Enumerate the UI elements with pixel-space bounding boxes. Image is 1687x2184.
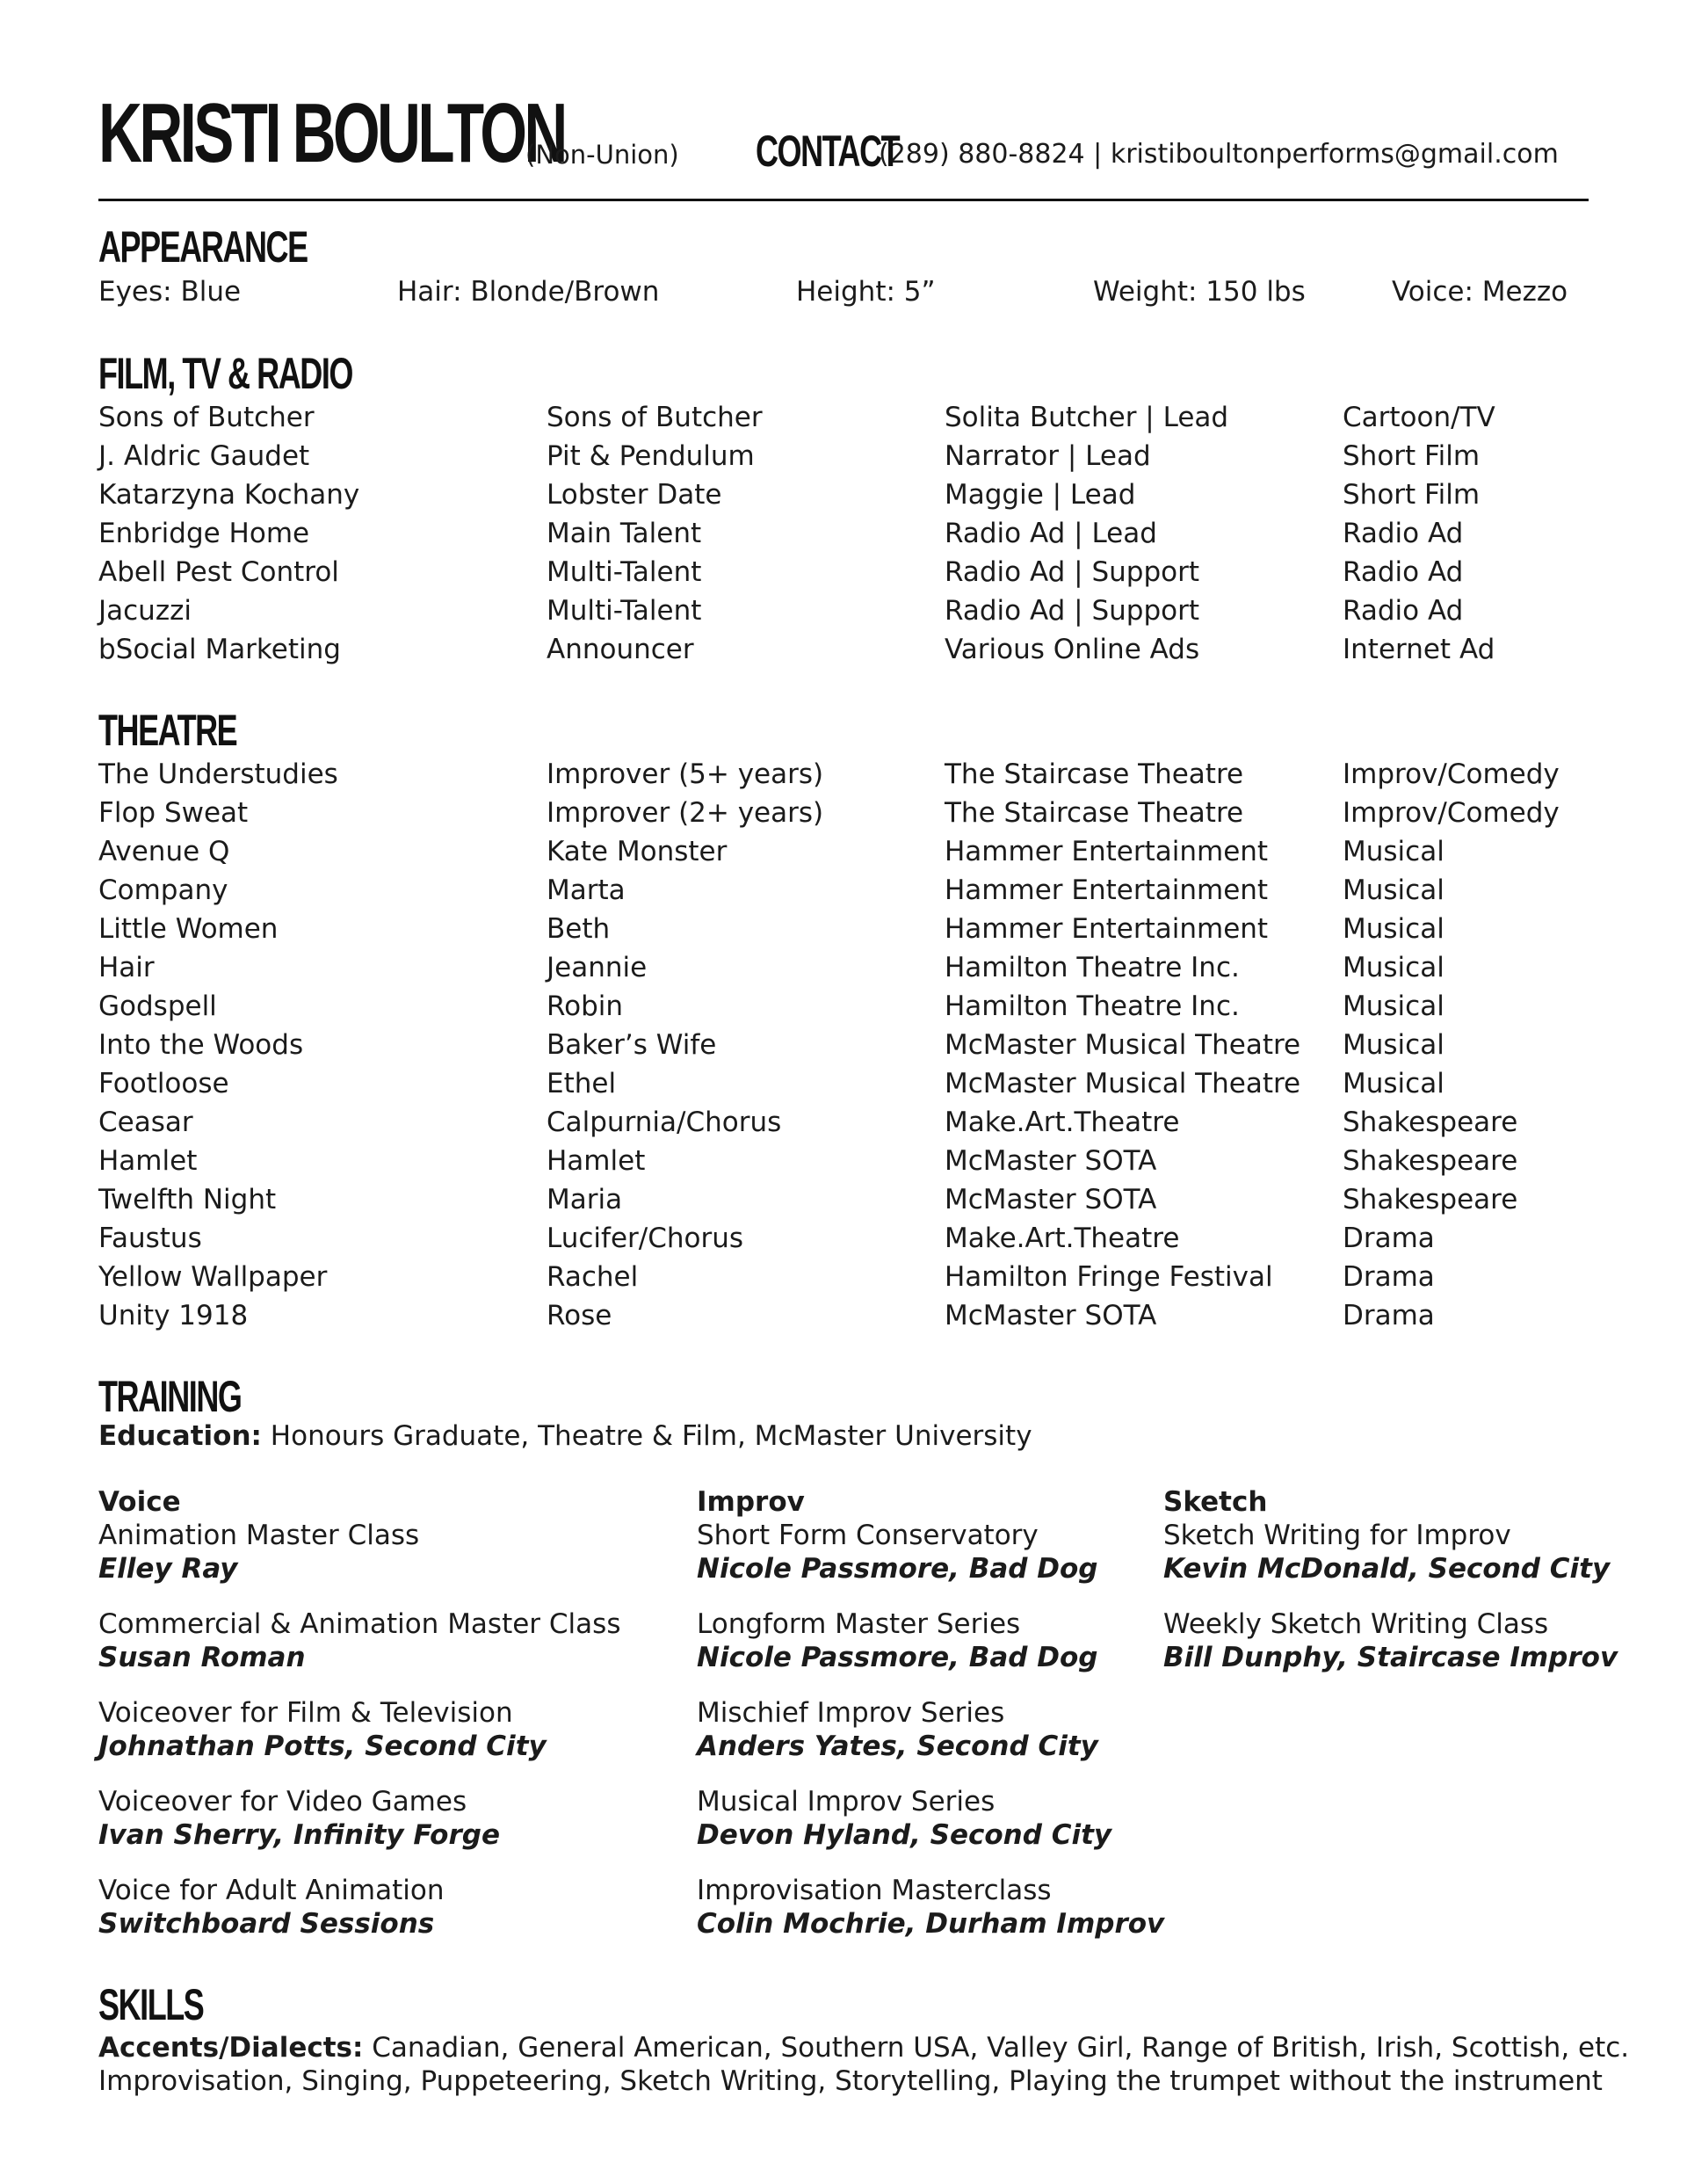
theatre-type: Musical <box>1343 913 1444 945</box>
theatre-role: Jeannie <box>547 952 648 983</box>
course-instructor: Elley Ray <box>98 1553 238 1585</box>
course-title: Longform Master Series <box>697 1608 1021 1640</box>
theatre-role: Marta <box>547 874 626 906</box>
theatre-role: Kate Monster <box>547 836 728 867</box>
theatre-type: Shakespeare <box>1343 1107 1518 1138</box>
training-heading: TRAINING <box>98 1372 242 1421</box>
appearance-voice: Voice: Mezzo <box>1392 276 1568 308</box>
theatre-role: Ethel <box>547 1068 617 1099</box>
theatre-table <box>98 755 1589 1335</box>
theatre-role: Improver (5+ years) <box>547 758 824 790</box>
table-row <box>98 755 1589 794</box>
table-row <box>98 437 1589 475</box>
film-production: Enbridge Home <box>98 518 310 549</box>
theatre-type: Musical <box>1343 952 1444 983</box>
theatre-type: Musical <box>1343 874 1444 906</box>
training-entry <box>98 1519 620 1585</box>
theatre-type: Musical <box>1343 1029 1444 1061</box>
appearance-hair: Hair: Blonde/Brown <box>397 276 660 308</box>
theatre-role: Rachel <box>547 1261 639 1293</box>
theatre-production: Twelfth Night <box>98 1184 277 1215</box>
theatre-company: Hammer Entertainment <box>945 913 1269 945</box>
table-row <box>98 1142 1589 1180</box>
table-row <box>98 1026 1589 1064</box>
training-entry <box>98 1696 620 1763</box>
film-production: J. Aldric Gaudet <box>98 440 310 472</box>
contact-info: (289) 880-8824 | kristiboultonperforms@gmail.com <box>879 139 1559 170</box>
training-entry <box>697 1785 1164 1852</box>
theatre-company: The Staircase Theatre <box>945 758 1244 790</box>
theatre-type: Shakespeare <box>1343 1145 1518 1177</box>
table-row <box>98 514 1589 553</box>
training-improv-column <box>697 1485 1164 1963</box>
table-row <box>98 1103 1589 1142</box>
theatre-production: Hair <box>98 952 155 983</box>
course-instructor: Nicole Passmore, Bad Dog <box>697 1642 1098 1673</box>
course-title: Weekly Sketch Writing Class <box>1163 1608 1549 1640</box>
film-type: Radio Ad <box>1343 518 1464 549</box>
theatre-production: Flop Sweat <box>98 797 249 829</box>
theatre-role: Lucifer/Chorus <box>547 1223 744 1254</box>
theatre-role: Rose <box>547 1300 612 1331</box>
theatre-type: Drama <box>1343 1261 1435 1293</box>
sketch-heading: Sketch <box>1163 1486 1268 1518</box>
course-title: Animation Master Class <box>98 1520 420 1551</box>
accents-label: Accents/Dialects: <box>98 2032 364 2064</box>
film-production: Abell Pest Control <box>98 556 339 588</box>
film-company: Solita Butcher | Lead <box>945 402 1229 433</box>
film-heading: FILM, TV & RADIO <box>98 349 352 398</box>
table-row <box>98 553 1589 591</box>
training-entry <box>98 1874 620 1941</box>
appearance-weight: Weight: 150 lbs <box>1093 276 1306 308</box>
course-instructor: Kevin McDonald, Second City <box>1163 1553 1611 1585</box>
course-instructor: Switchboard Sessions <box>98 1908 435 1940</box>
theatre-production: Ceasar <box>98 1107 193 1138</box>
film-type: Short Film <box>1343 479 1481 511</box>
theatre-role: Maria <box>547 1184 623 1215</box>
theatre-type: Drama <box>1343 1300 1435 1331</box>
education-text: Honours Graduate, Theatre & Film, McMaster University <box>261 1420 1032 1452</box>
training-voice-column <box>98 1485 620 1963</box>
course-title: Mischief Improv Series <box>697 1697 1005 1729</box>
theatre-type: Musical <box>1343 836 1444 867</box>
theatre-production: Into the Woods <box>98 1029 304 1061</box>
training-sketch-column <box>1163 1485 1618 1696</box>
other-skills-line: Improvisation, Singing, Puppeteering, Sketch Writing, Storytelling, Playing the trumpet without the instrument <box>98 2065 1603 2097</box>
film-role: Pit & Pendulum <box>547 440 755 472</box>
theatre-company: McMaster SOTA <box>945 1300 1157 1331</box>
improv-heading: Improv <box>697 1486 805 1518</box>
table-row <box>98 1064 1589 1103</box>
theatre-company: Hamilton Fringe Festival <box>945 1261 1273 1293</box>
performer-name: KRISTI BOULTON <box>98 86 565 180</box>
theatre-production: Faustus <box>98 1223 202 1254</box>
theatre-production: Company <box>98 874 228 906</box>
training-entry <box>697 1696 1164 1763</box>
table-row <box>98 398 1589 437</box>
theatre-type: Drama <box>1343 1223 1435 1254</box>
film-company: Various Online Ads <box>945 634 1200 665</box>
course-instructor: Johnathan Potts, Second City <box>98 1731 547 1762</box>
theatre-type: Improv/Comedy <box>1343 758 1560 790</box>
accents-text: Canadian, General American, Southern USA, Valley Girl, Range of British, Irish, Scottish, etc. <box>363 2032 1630 2064</box>
film-company: Radio Ad | Lead <box>945 518 1157 549</box>
theatre-role: Robin <box>547 990 624 1022</box>
theatre-type: Musical <box>1343 990 1444 1022</box>
education-line <box>98 1417 1032 1455</box>
theatre-company: Hammer Entertainment <box>945 836 1269 867</box>
table-row <box>98 475 1589 514</box>
theatre-company: McMaster Musical Theatre <box>945 1029 1301 1061</box>
theatre-type: Shakespeare <box>1343 1184 1518 1215</box>
film-type: Cartoon/TV <box>1343 402 1495 433</box>
theatre-production: Avenue Q <box>98 836 230 867</box>
film-role: Multi-Talent <box>547 595 702 627</box>
theatre-company: Make.Art.Theatre <box>945 1223 1180 1254</box>
film-role: Lobster Date <box>547 479 722 511</box>
voice-heading: Voice <box>98 1486 181 1518</box>
contact-block <box>756 128 1559 174</box>
theatre-company: McMaster SOTA <box>945 1145 1157 1177</box>
course-instructor: Nicole Passmore, Bad Dog <box>697 1553 1098 1585</box>
training-entry <box>697 1519 1164 1585</box>
theatre-production: Little Women <box>98 913 279 945</box>
table-row <box>98 1219 1589 1258</box>
film-production: Jacuzzi <box>98 595 192 627</box>
film-production: bSocial Marketing <box>98 634 341 665</box>
course-title: Voice for Adult Animation <box>98 1875 445 1906</box>
theatre-company: Hamilton Theatre Inc. <box>945 952 1240 983</box>
course-title: Improvisation Masterclass <box>697 1875 1052 1906</box>
theatre-type: Improv/Comedy <box>1343 797 1560 829</box>
appearance-row <box>98 272 1589 311</box>
appearance-heading: APPEARANCE <box>98 222 308 272</box>
table-row <box>98 1296 1589 1335</box>
film-table <box>98 398 1589 669</box>
training-entry <box>98 1785 620 1852</box>
table-row <box>98 1258 1589 1296</box>
film-production: Sons of Butcher <box>98 402 315 433</box>
theatre-company: Make.Art.Theatre <box>945 1107 1180 1138</box>
course-title: Sketch Writing for Improv <box>1163 1520 1511 1551</box>
theatre-production: Yellow Wallpaper <box>98 1261 328 1293</box>
theatre-role: Beth <box>547 913 611 945</box>
film-company: Radio Ad | Support <box>945 556 1200 588</box>
theatre-company: McMaster Musical Theatre <box>945 1068 1301 1099</box>
course-title: Short Form Conservatory <box>697 1520 1039 1551</box>
table-row <box>98 630 1589 669</box>
theatre-company: Hammer Entertainment <box>945 874 1269 906</box>
training-entry <box>697 1874 1164 1941</box>
course-instructor: Colin Mochrie, Durham Improv <box>697 1908 1165 1940</box>
film-type: Radio Ad <box>1343 556 1464 588</box>
film-production: Katarzyna Kochany <box>98 479 360 511</box>
appearance-height: Height: 5” <box>796 276 936 308</box>
theatre-company: McMaster SOTA <box>945 1184 1157 1215</box>
table-row <box>98 794 1589 832</box>
course-title: Voiceover for Video Games <box>98 1786 467 1818</box>
film-type: Internet Ad <box>1343 634 1495 665</box>
film-company: Radio Ad | Support <box>945 595 1200 627</box>
theatre-company: Hamilton Theatre Inc. <box>945 990 1240 1022</box>
table-row <box>98 987 1589 1026</box>
header-divider <box>98 199 1589 201</box>
union-status: (Non-Union) <box>525 140 679 170</box>
resume-header <box>98 88 1589 185</box>
appearance-eyes: Eyes: Blue <box>98 276 242 308</box>
course-instructor: Bill Dunphy, Staircase Improv <box>1163 1642 1618 1673</box>
training-entry <box>697 1607 1164 1674</box>
table-row <box>98 591 1589 630</box>
theatre-production: Unity 1918 <box>98 1300 249 1331</box>
theatre-company: The Staircase Theatre <box>945 797 1244 829</box>
theatre-production: Godspell <box>98 990 217 1022</box>
course-instructor: Devon Hyland, Second City <box>697 1819 1112 1851</box>
table-row <box>98 871 1589 910</box>
film-role: Sons of Butcher <box>547 402 763 433</box>
theatre-role: Baker’s Wife <box>547 1029 717 1061</box>
training-entry <box>1163 1607 1618 1674</box>
table-row <box>98 910 1589 948</box>
film-role: Announcer <box>547 634 694 665</box>
theatre-heading: THEATRE <box>98 706 237 755</box>
course-instructor: Susan Roman <box>98 1642 306 1673</box>
film-role: Main Talent <box>547 518 702 549</box>
skills-heading: SKILLS <box>98 1980 204 2029</box>
contact-label: CONTACT <box>756 127 900 176</box>
film-company: Narrator | Lead <box>945 440 1151 472</box>
theatre-type: Musical <box>1343 1068 1444 1099</box>
course-title: Voiceover for Film & Television <box>98 1697 513 1729</box>
theatre-role: Improver (2+ years) <box>547 797 824 829</box>
training-entry <box>98 1607 620 1674</box>
course-title: Musical Improv Series <box>697 1786 996 1818</box>
film-role: Multi-Talent <box>547 556 702 588</box>
theatre-role: Hamlet <box>547 1145 646 1177</box>
theatre-production: Footloose <box>98 1068 229 1099</box>
table-row <box>98 948 1589 987</box>
film-type: Short Film <box>1343 440 1481 472</box>
film-type: Radio Ad <box>1343 595 1464 627</box>
theatre-production: Hamlet <box>98 1145 198 1177</box>
film-company: Maggie | Lead <box>945 479 1136 511</box>
education-label: Education: <box>98 1420 262 1452</box>
course-instructor: Anders Yates, Second City <box>697 1731 1098 1762</box>
theatre-production: The Understudies <box>98 758 338 790</box>
table-row <box>98 832 1589 871</box>
course-instructor: Ivan Sherry, Infinity Forge <box>98 1819 500 1851</box>
training-entry <box>1163 1519 1618 1585</box>
table-row <box>98 1180 1589 1219</box>
theatre-role: Calpurnia/Chorus <box>547 1107 782 1138</box>
course-title: Commercial & Animation Master Class <box>98 1608 621 1640</box>
